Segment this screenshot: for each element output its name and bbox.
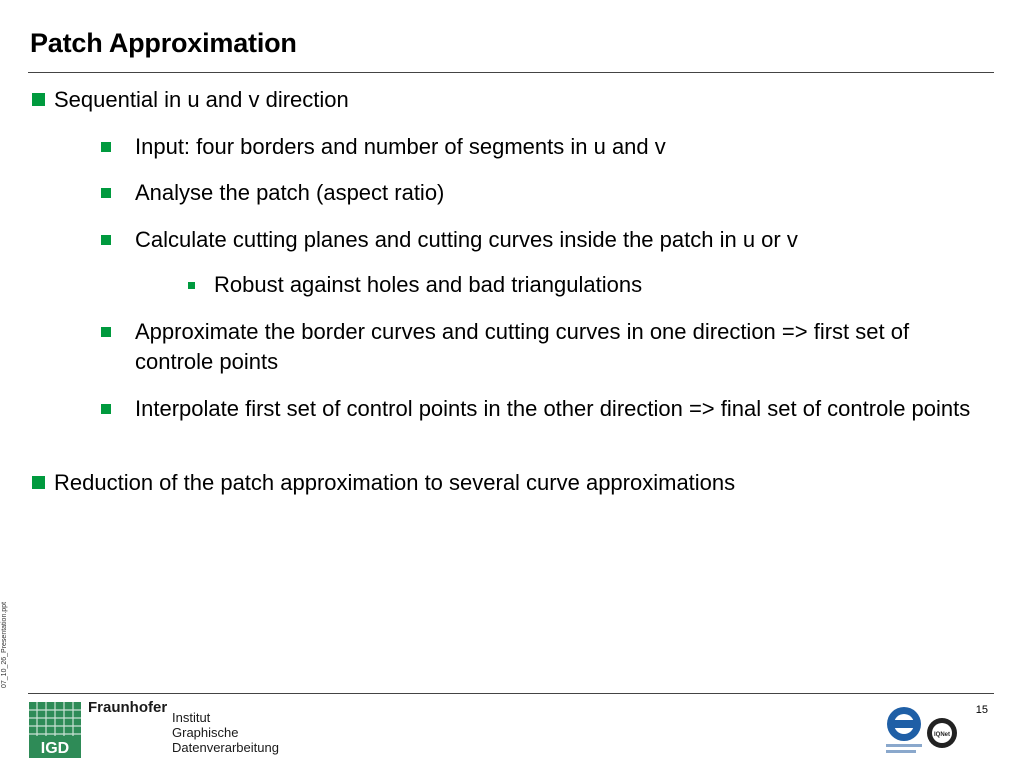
bullet-item <box>32 85 972 115</box>
bullet-text: Input: four borders and number of segments in u and v <box>135 134 666 159</box>
bullet-item <box>101 225 981 255</box>
bullet-text: Approximate the border curves and cutting curves in one direction => first set of controle points <box>135 319 910 374</box>
igd-logo-text: IGD <box>40 740 70 757</box>
bullet-text: Interpolate first set of control points in the other direction => final set of controle points <box>135 396 971 421</box>
bullet-square-icon <box>188 282 195 289</box>
file-name-label: 07_10_26_Presentation.ppt <box>1 601 8 688</box>
certification-text: IQNet <box>933 732 951 738</box>
bullet-item <box>101 132 981 162</box>
certification-logo <box>880 700 960 760</box>
bullet-item <box>101 317 976 377</box>
institute-line: Graphische <box>172 725 239 740</box>
bullet-item <box>32 468 972 498</box>
page-number: 15 <box>975 704 988 716</box>
bullet-text: Reduction of the patch approximation to several curve approximations <box>54 470 736 495</box>
organization-name: Fraunhofer <box>88 699 168 716</box>
igd-logo <box>29 702 81 758</box>
bullet-square-icon <box>101 188 111 198</box>
bullet-square-icon <box>101 327 111 337</box>
institute-line: Institut <box>172 710 211 725</box>
bullet-square-icon <box>32 476 45 489</box>
bullet-text: Calculate cutting planes and cutting curves inside the patch in u or v <box>135 227 798 252</box>
bullet-item <box>101 178 981 208</box>
institute-line: Datenverarbeitung <box>172 740 279 755</box>
bullet-square-icon <box>101 142 111 152</box>
bullet-text: Analyse the patch (aspect ratio) <box>135 180 445 205</box>
bullet-square-icon <box>101 235 111 245</box>
bullet-item <box>101 394 976 424</box>
page-title: Patch Approximation <box>30 28 297 58</box>
footer-divider <box>28 693 994 694</box>
bullet-text: Sequential in u and v direction <box>54 87 349 112</box>
bullet-item <box>188 270 968 300</box>
bullet-square-icon <box>101 404 111 414</box>
bullet-text: Robust against holes and bad triangulations <box>214 272 643 297</box>
bullet-square-icon <box>32 93 45 106</box>
